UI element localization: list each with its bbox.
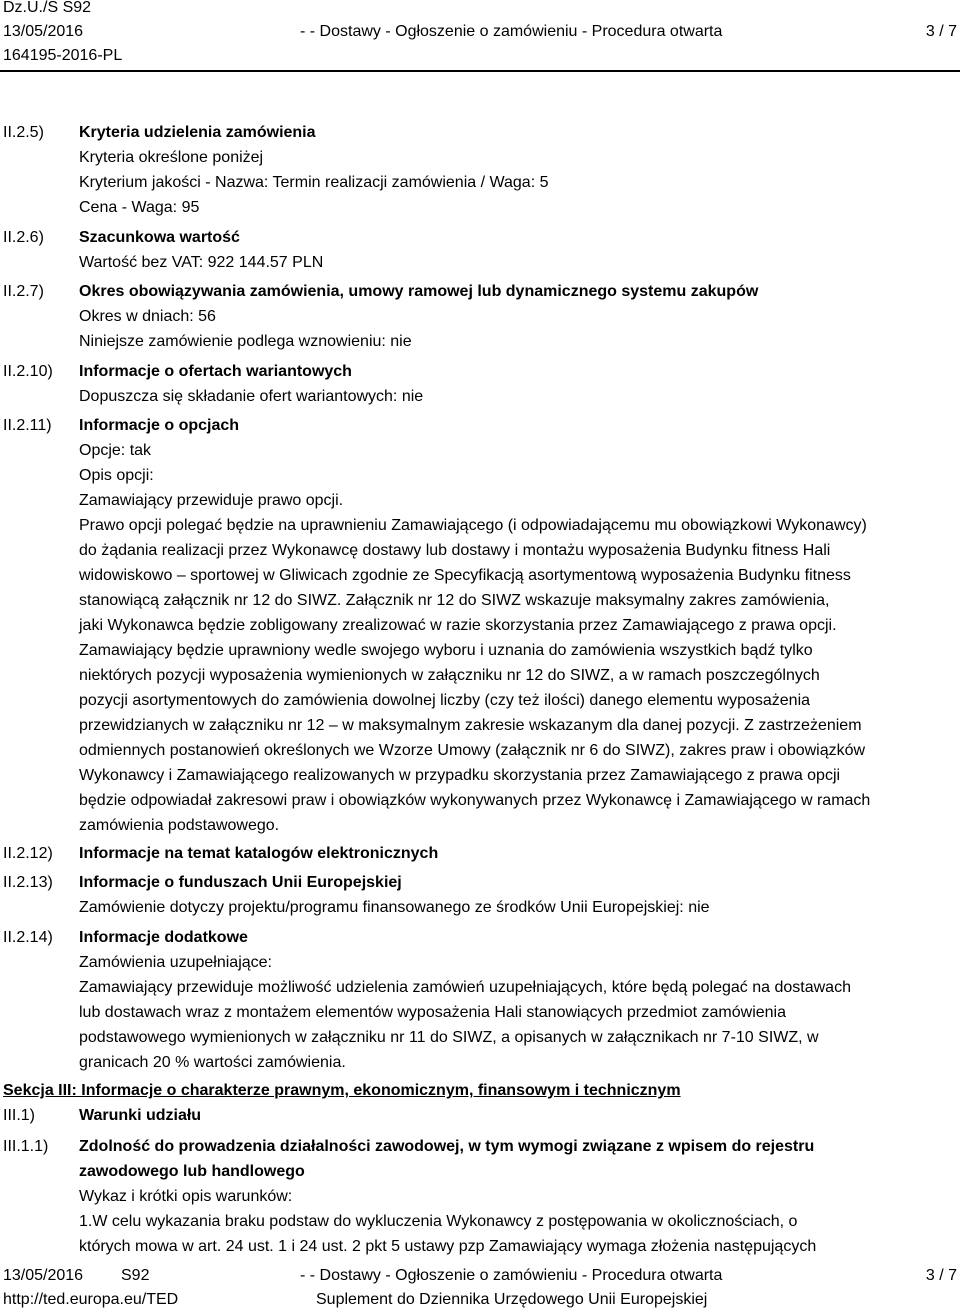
section-number: II.2.11) (3, 417, 52, 434)
section-title: Zdolność do prowadzenia działalności zawodowej, w tym wymogi związane z wpisem do rejestru (79, 1138, 815, 1155)
section-title: Warunki udziału (79, 1107, 202, 1124)
footer-series: S92 (121, 1267, 150, 1284)
section-line: Dopuszcza się składanie ofert wariantowych: nie (79, 388, 424, 405)
section-title: Informacje dodatkowe (79, 929, 248, 946)
section-number: III.1.1) (3, 1138, 49, 1155)
section-number: II.2.14) (3, 929, 53, 946)
section-line: Kryterium jakości - Nazwa: Termin realizacji zamówienia / Waga: 5 (79, 174, 549, 191)
footer-page-number: 3 / 7 (925, 1267, 957, 1284)
section-number: II.2.13) (3, 874, 53, 891)
section-title: Informacje o ofertach wariantowych (79, 363, 352, 380)
section-line: lub dostawach wraz z montażem elementów wyposażenia Hali stanowiących przedmiot zamówienia (79, 1004, 786, 1021)
section-line: Wykaz i krótki opis warunków: (79, 1188, 293, 1205)
section-line: do żądania realizacji przez Wykonawcę dostawy lub dostawy i montażu wyposażenia Budynku fitness Hali (79, 542, 831, 559)
section-line: Niniejsze zamówienie podlega wznowieniu: nie (79, 333, 412, 350)
footer-publication: Suplement do Dziennika Urzędowego Unii Europejskiej (316, 1291, 708, 1308)
section-number: II.2.12) (3, 845, 53, 862)
section-title-continued: zawodowego lub handlowego (79, 1163, 305, 1180)
section-line: Cena - Waga: 95 (79, 199, 200, 216)
section-line: 1.W celu wykazania braku podstaw do wykluczenia Wykonawcy z postępowania w okolicznościach, o (79, 1213, 798, 1230)
page-footer (0, 1264, 960, 1312)
footer-date: 13/05/2016 (3, 1267, 84, 1284)
section-line: stanowiącą załącznik nr 12 do SIWZ. Załącznik nr 12 do SIWZ wskazuje maksymalny zakres zamówienia, (79, 592, 830, 609)
header-date: 13/05/2016 (3, 23, 84, 40)
section-line: granicach 20 % wartości zamówienia. (79, 1054, 346, 1071)
section-line: Zamawiający przewiduje prawo opcji. (79, 492, 344, 509)
journal-reference: Dz.U./S S92 (3, 0, 92, 16)
header-notice-type: - - Dostawy - Ogłoszenie o zamówieniu - Procedura otwarta (300, 23, 723, 40)
section-line: podstawowego wymienionych w załączniku nr 11 do SIWZ, a opisanych w załącznikach nr 7-10 SIWZ, w (79, 1029, 819, 1046)
section-line: Prawo opcji polegać będzie na uprawnieniu Zamawiającego (i odpowiadającemu mu obowiązkowi Wykonawcy) (79, 517, 867, 534)
section-number: II.2.5) (3, 124, 44, 141)
section-line: Zamawiający będzie uprawniony wedle swojego wyboru i uznania do zamówienia wszystkich bądź tylko (79, 642, 813, 659)
section-title: Informacje o funduszach Unii Europejskiej (79, 874, 402, 891)
section-line: Kryteria określone poniżej (79, 149, 264, 166)
section-line: Wykonawcy i Zamawiającego realizowanych w przypadku skorzystania przez Zamawiającego z prawa opcji (79, 767, 841, 784)
section-line: których mowa w art. 24 ust. 1 i 24 ust. 2 pkt 5 ustawy pzp Zamawiający wymaga złożenia następujących (79, 1238, 817, 1255)
section-line: Wartość bez VAT: 922 144.57 PLN (79, 254, 324, 271)
footer-notice-type: - - Dostawy - Ogłoszenie o zamówieniu - Procedura otwarta (300, 1267, 723, 1284)
section-line: odmiennych postanowień określonych we Wzorze Umowy (załącznik nr 6 do SIWZ), zakres praw i obowiązków (79, 742, 866, 759)
section-line: niektórych pozycji wyposażenia wymienionych w załączniku nr 12 do SIWZ, a w ramach poszczególnych (79, 667, 820, 684)
section-line: Opis opcji: (79, 467, 154, 484)
section-title: Kryteria udzielenia zamówienia (79, 124, 316, 141)
notice-id: 164195-2016-PL (3, 47, 123, 64)
section-line: Okres w dniach: 56 (79, 308, 216, 325)
section-line: będzie odpowiadał zakresowi praw i obowiązków wykonywanych przez Wykonawcę i Zamawiającego w ramach (79, 792, 871, 809)
section-line: pozycji asortymentowych do zamówienia dowolnej liczby (czy też ilości) danego elementu wyposażenia (79, 692, 811, 709)
section-number: II.2.7) (3, 283, 44, 300)
section-line: widowiskowo – sportowej w Gliwicach zgodnie ze Specyfikacją asortymentową wyposażenia Budynku fitness (79, 567, 851, 584)
header-page-number: 3 / 7 (925, 23, 957, 40)
header-divider (0, 70, 960, 72)
section-line: Zamówienie dotyczy projektu/programu finansowanego ze środków Unii Europejskiej: nie (79, 899, 710, 916)
section-line: zamówienia podstawowego. (79, 817, 280, 834)
section-line: Opcje: tak (79, 442, 152, 459)
section-title: Informacje o opcjach (79, 417, 240, 434)
section-line: jaki Wykonawca będzie zobligowany zrealizować w razie skorzystania przez Zamawiającego z prawa opcji. (79, 617, 837, 634)
footer-url-link[interactable]: http://ted.europa.eu/TED (3, 1291, 179, 1308)
section-title: Informacje na temat katalogów elektronicznych (79, 845, 439, 862)
section-line: przewidzianych w załączniku nr 12 – w maksymalnym zakresie wskazanym dla danej pozycji. Z zastrzeżeniem (79, 717, 862, 734)
section-number: II.2.10) (3, 363, 53, 380)
section-line: Zamawiający przewiduje możliwość udzielenia zamówień uzupełniających, które będą polegać na dostawach (79, 979, 851, 996)
section-line: Zamówienia uzupełniające: (79, 954, 272, 971)
section-title: Szacunkowa wartość (79, 229, 240, 246)
section-iii-heading: Sekcja III: Informacje o charakterze prawnym, ekonomicznym, finansowym i technicznym (3, 1082, 681, 1099)
section-number: II.2.6) (3, 229, 44, 246)
section-title: Okres obowiązywania zamówienia, umowy ramowej lub dynamicznego systemu zakupów (79, 283, 759, 300)
section-number: III.1) (3, 1107, 36, 1124)
